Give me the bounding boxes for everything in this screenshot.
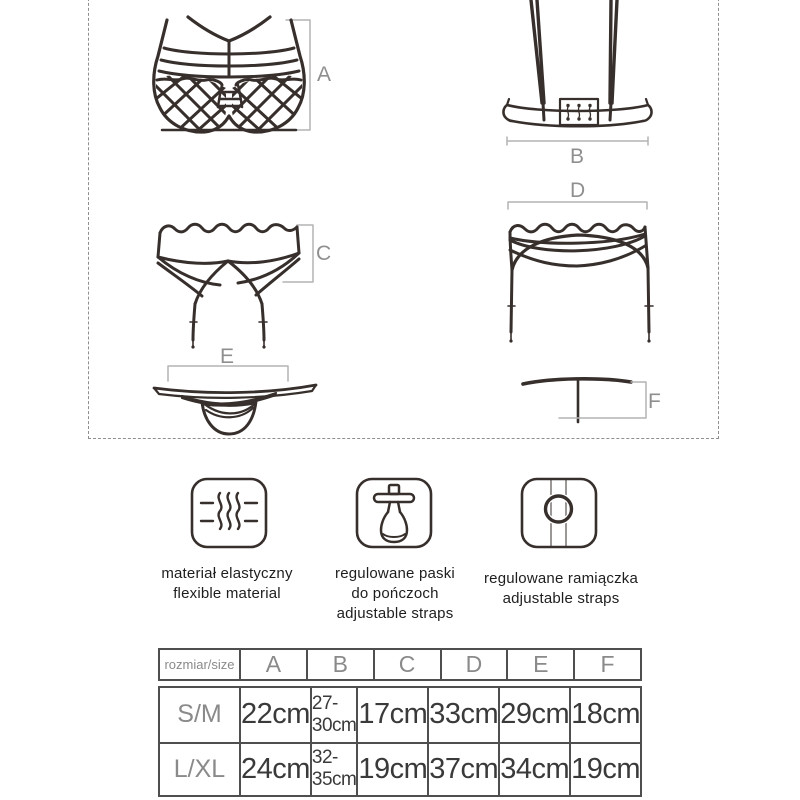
dimension-label-a: A [317,63,332,86]
cell-sm-b: 27-30cm [310,688,356,742]
adjustable-strap-icon [519,476,599,552]
dimension-label-b: B [570,145,585,168]
cell-lxl-b: 32-35cm [310,742,356,796]
feature-caption-flexible-material [132,564,322,604]
cell-sm-c: 17cm [356,688,427,742]
panties-front-sketch [152,345,320,440]
cell-sm-e: 29cm [498,688,569,742]
col-header-c: C [373,650,440,679]
dimension-label-f: F [648,390,661,413]
cell-lxl-a: 24cm [239,742,310,796]
cell-lxl-c: 19cm [356,742,427,796]
caption-line: regulowane paski [335,565,455,582]
col-header-d: D [440,650,507,679]
col-header-f: F [573,650,640,679]
caption-line: adjustable straps [502,590,620,607]
col-header-e: E [506,650,573,679]
caption-line: do pończoch [351,585,439,602]
cell-lxl-e: 34cm [498,742,569,796]
size-table-body [158,686,642,797]
garter-belt-front-sketch [150,216,335,350]
row-label-sm: S/M [177,700,222,729]
caption-line: regulowane ramiączka [483,570,639,587]
bra-front-sketch [152,0,327,138]
dimension-label-e: E [220,345,235,368]
col-header-b: B [306,650,373,679]
caption-line: flexible material [173,585,281,602]
cell-lxl-f: 19cm [569,742,640,796]
feature-caption-adjustable-straps [455,569,667,609]
bra-back-sketch [498,0,666,150]
cell-lxl-d: 37cm [427,742,498,796]
col-header-a: A [239,650,306,679]
flexible-material-icon [189,476,269,552]
dimension-label-c: C [316,242,332,265]
caption-line: materiał elastyczny [161,565,293,582]
cell-sm-a: 22cm [239,688,310,742]
caption-line: adjustable straps [336,605,454,622]
dimension-label-d: D [570,179,586,202]
row-label-lxl: L/XL [160,742,239,796]
size-table-header [158,648,642,681]
garter-belt-back-sketch [495,180,670,352]
garter-clip-icon [354,476,434,552]
size-table-corner-cell: rozmiar/size [164,657,235,672]
cell-sm-d: 33cm [427,688,498,742]
cell-sm-f: 18cm [569,688,640,742]
